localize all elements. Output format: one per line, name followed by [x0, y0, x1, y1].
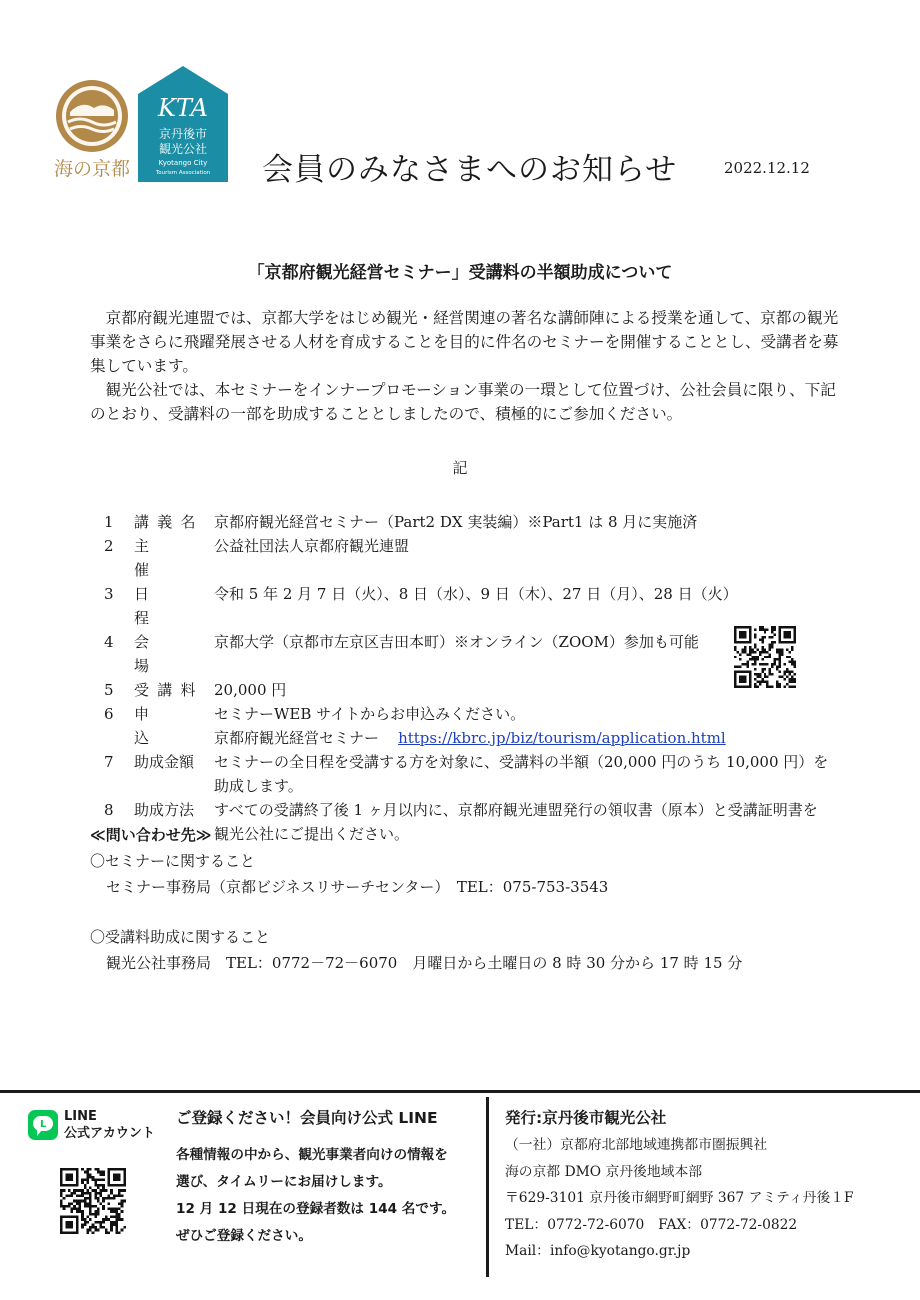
detail-value: セミナーWEB サイトからお申込みください。 [214, 705, 526, 723]
detail-value-cont: 観光公社にご提出ください。 [214, 825, 410, 843]
line-qr-code-icon[interactable] [60, 1168, 126, 1234]
detail-number: 1 [104, 513, 114, 531]
detail-row-schedule [104, 582, 844, 630]
line-brand-name: LINE [64, 1109, 97, 1124]
application-qr-code-icon[interactable] [734, 626, 796, 688]
detail-value: 令和 5 年 2 月 7 日（火）、8 日（水）、9 日（木）、27 日（月）、28 日（火） [214, 585, 738, 603]
detail-label: 受講料 [134, 681, 204, 699]
svg-text:海の京都: 海の京都 [53, 158, 131, 180]
publisher-info: （一社）京都府北部地域連携都市圏振興社 海の京都 DMO 京丹後地域本部 〒629-3101 京丹後市網野町網野 367 アミティ丹後１F TEL：0772-72-6070 FAX：0772-72-0822 Mail：info@kyotango.gr.jp [505, 1137, 854, 1259]
detail-label: 助成方法 [134, 801, 195, 819]
detail-row-subsidy-amount [104, 750, 844, 798]
details-list [104, 510, 844, 846]
detail-row-fee [104, 678, 844, 702]
svg-text:Kyotango City: Kyotango City [158, 159, 208, 167]
detail-value: 20,000 円 [214, 681, 287, 699]
detail-row-application [104, 702, 844, 750]
detail-row-venue [104, 630, 844, 678]
detail-value-cont: 助成します。 [214, 777, 303, 795]
svg-text:Tourism Association: Tourism Association [155, 170, 211, 176]
footer-divider-line [0, 1090, 920, 1093]
detail-label: 会場 [134, 633, 183, 675]
line-logo-icon: L [28, 1110, 58, 1140]
detail-number: 7 [104, 753, 114, 771]
ki-marker: 記 [452, 459, 468, 477]
detail-label: 申込 [134, 705, 183, 747]
footer-vertical-divider [486, 1097, 489, 1277]
detail-number: 5 [104, 681, 114, 699]
detail-number: 4 [104, 633, 114, 651]
page-title: 会員のみなさまへのお知らせ [262, 152, 678, 188]
contact-seminar-title: 〇セミナーに関すること [90, 852, 256, 870]
svg-text:観光公社: 観光公社 [158, 142, 208, 156]
contact-section [90, 822, 850, 976]
detail-label: 助成金額 [134, 753, 195, 771]
detail-value: すべての受講終了後 1 ヶ月以内に、京都府観光連盟発行の領収書（原本）と受講証明書を [214, 801, 818, 819]
issue-date: 2022.12.12 [724, 159, 810, 177]
line-heading: ご登録ください！会員向け公式 LINE [176, 1109, 438, 1127]
svg-text:KTA: KTA [158, 94, 208, 122]
detail-number: 6 [104, 705, 114, 723]
detail-number: 2 [104, 537, 114, 555]
umi-no-kyoto-logo [46, 78, 138, 182]
contact-subsidy-detail: 観光公社事務局 TEL：0772－72－6070 月曜日から土曜日の 8 時 30 分から 17 時 15 分 [106, 954, 743, 972]
intro-paragraph-2: 観光公社では、本セミナーをインナープロモーション事業の一環として位置づけ、公社会員に限り、下記のとおり、受講料の一部を助成することとしましたので、積極的にご参加ください。 [90, 381, 836, 423]
detail-value: 公益社団法人京都府観光連盟 [214, 537, 410, 555]
svg-text:京丹後市: 京丹後市 [158, 127, 208, 141]
detail-label: 主催 [134, 537, 183, 579]
line-description: 各種情報の中から、観光事業者向けの情報を 選び、タイムリーにお届けします。 12 月 12 日現在の登録者数は 144 名です。 ぜひご登録ください。 [176, 1147, 456, 1244]
intro-text [90, 306, 850, 426]
line-brand-text [64, 1108, 155, 1142]
detail-row-organizer [104, 534, 844, 582]
detail-value: セミナーの全日程を受講する方を対象に、受講料の半額（20,000 円のうち 10,000 円）を [214, 753, 829, 771]
line-brand-sub: 公式アカウント [64, 1126, 155, 1141]
detail-number: 8 [104, 801, 114, 819]
detail-value: 京都大学（京都市左京区吉田本町）※オンライン（ZOOM）参加も可能 [214, 633, 699, 651]
intro-paragraph-1: 京都府観光連盟では、京都大学をはじめ観光・経営関連の著名な講師陣による授業を通して、京都の観光事業をさらに飛躍発展させる人材を育成することを目的に件名のセミナーを開催することとし、受講者を募集しています。 [90, 309, 839, 375]
publisher-heading: 発行:京丹後市観光公社 [505, 1109, 667, 1127]
application-link[interactable]: https://kbrc.jp/biz/tourism/application.html [398, 729, 726, 747]
application-site-name: 京都府観光経営セミナー [214, 729, 380, 747]
detail-number: 3 [104, 585, 114, 603]
detail-row-lecture [104, 510, 844, 534]
contact-subsidy-title: 〇受講料助成に関すること [90, 928, 271, 946]
contact-seminar-detail: セミナー事務局（京都ビジネスリサーチセンター） TEL：075-753-3543 [106, 878, 609, 896]
detail-label: 日程 [134, 585, 183, 627]
detail-value: 京都府観光経営セミナー（Part2 DX 実装編）※Part1 は 8 月に実施済 [214, 513, 698, 531]
detail-label: 講義名 [134, 513, 204, 531]
contact-heading: ≪問い合わせ先≫ [90, 826, 212, 844]
notice-subject: 「京都府観光経営セミナー」受講料の半額助成について [247, 263, 673, 283]
kyotango-tourism-logo [138, 66, 228, 182]
